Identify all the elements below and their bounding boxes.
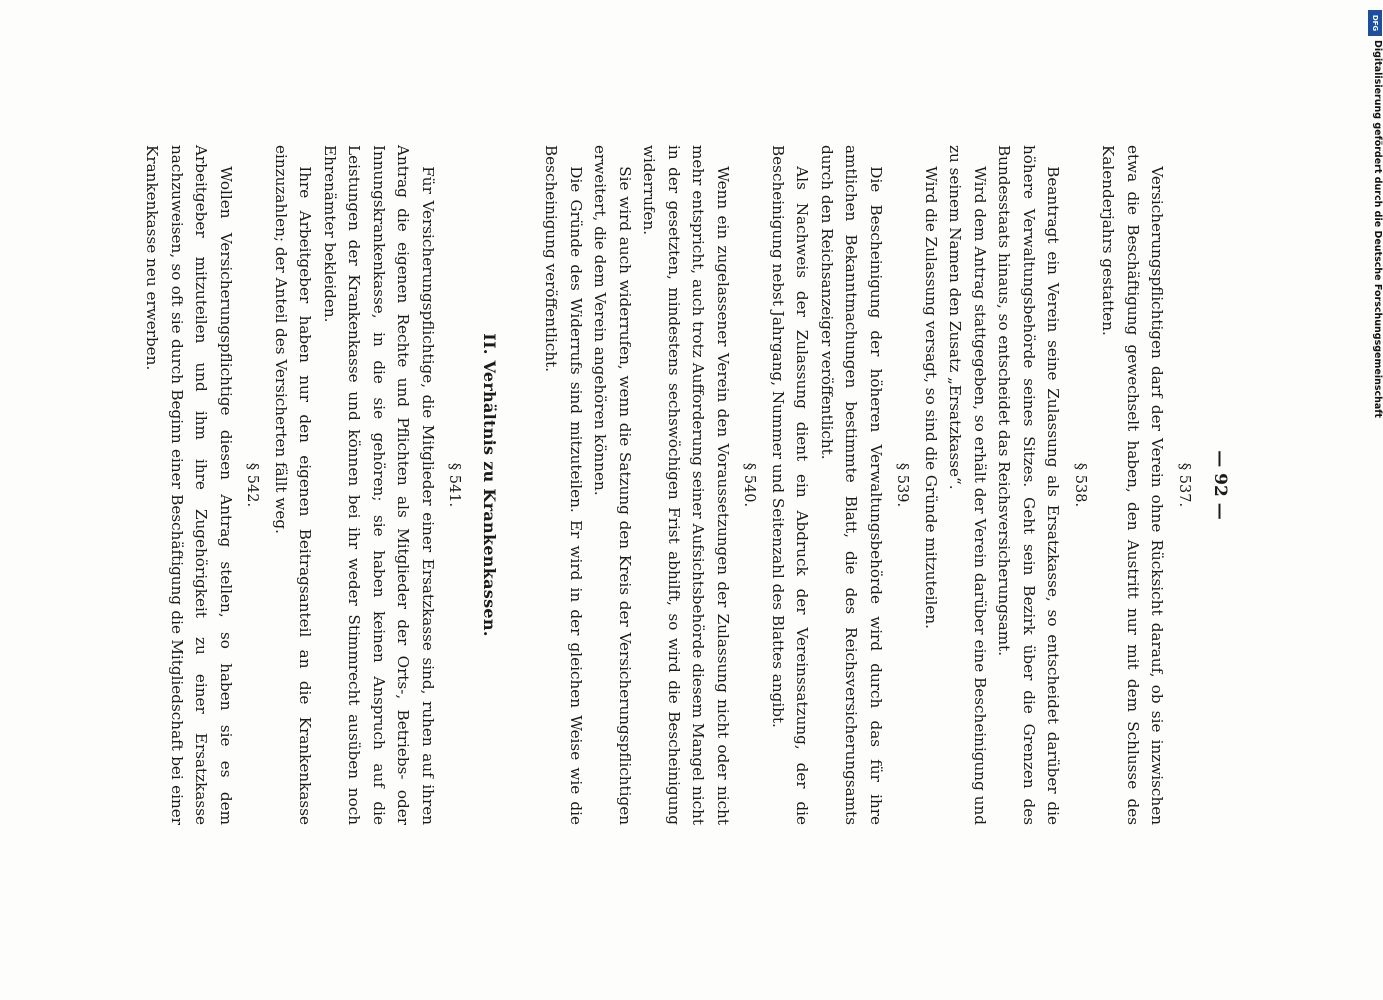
- paragraph: Versicherungspflichtigen darf der Verein ohne Rücksicht darauf, ob sie inzwischen etwa die Beschäftigung gewechselt haben, den Austritt nur mit dem Schlusse des Kalenderjahrs gestatten.: [1099, 145, 1167, 825]
- section-541: [269, 145, 467, 825]
- rotated-text-page: [143, 145, 1240, 825]
- section-538: [919, 145, 1093, 825]
- paragraph: Als Nachweis der Zulassung dient ein Abdruck der Vereinssatzung, der die Bescheinigung nebst Jahrgang, Nummer und Seitenzahl des Blattes angibt.: [769, 145, 812, 825]
- paragraph: Wird dem Antrag stattgegeben, so erhält der Verein darüber eine Bescheinigung und zu seinem Namen den Zusatz „Ersatzkasse“.: [946, 145, 989, 825]
- paragraph: Beantragt ein Verein seine Zulassung als Ersatzkasse, so entscheidet darüber die höhere Verwaltungsbehörde seines Sitzes. Geht sein Bezirk über die Grenzen des Bundesstaats hinaus, so entscheidet das Reichsversicherungsamt.: [995, 145, 1063, 825]
- section-540: [539, 145, 762, 825]
- section-heading: § 539.: [894, 462, 911, 508]
- section-heading: § 538.: [1072, 462, 1088, 508]
- section-537: [1096, 145, 1196, 825]
- paragraph: Ihre Arbeitgeber haben nur den eigenen Beitragsanteil an die Krankenkasse einzuzahlen; der Anteil des Versicherten fällt weg.: [272, 145, 315, 825]
- section-heading: § 540.: [741, 462, 758, 508]
- paragraph: Wird die Zulassung versagt, so sind die Gründe mitzuteilen.: [922, 166, 940, 629]
- funding-credit: Digitalisierung gefördert durch die Deutsche Forschungsgemeinschaft: [1372, 40, 1383, 418]
- section-542: [140, 145, 265, 825]
- page-number: — 92 —: [1210, 450, 1230, 520]
- paragraph: Sie wird auch widerrufen, wenn die Satzung den Kreis der Versicherungspflichtigen erweitert, die dem Verein angehören können.: [591, 145, 634, 825]
- dfg-logo: [1368, 10, 1382, 36]
- dfg-logo-text: DFG: [1371, 14, 1379, 32]
- paragraph: Die Bescheinigung der höheren Verwaltungsbehörde wird durch das für ihre amtlichen Bekanntmachungen bestimmte Blatt, die des Reichsversicherungsamts durch den Reichsanzeiger veröffentlicht.: [818, 145, 885, 825]
- section-heading: § 542.: [244, 462, 261, 508]
- paragraph: Die Gründe des Widerrufs sind mitzuteilen. Er wird in der gleichen Weise wie die Bescheinigung veröffentlicht.: [542, 145, 585, 825]
- paragraph: Wenn ein zugelassener Verein den Voraussetzungen der Zulassung nicht oder nicht mehr entspricht, auch trotz Aufforderung seiner Aufsichtsbehörde diesem Mangel nicht in der gesetzten, mindestens sechswöchigen Frist abhilft, so wird die Bescheinigung widerrufen.: [640, 145, 732, 825]
- section-539: [766, 145, 915, 825]
- paragraph: Wollen Versicherungspflichtige diesen Antrag stellen, so haben sie es dem Arbeitgeber mitzuteilen und ihm ihre Zugehörigkeit zu einer Ersatzkasse nachzuweisen, so oft sie durch Beginn einer Beschäftigung die Mitgliedschaft bei einer Krankenkasse neu erwerben.: [143, 145, 235, 825]
- section-heading: § 541.: [446, 462, 463, 508]
- section-heading: § 537.: [1176, 462, 1192, 508]
- paragraph: Für Versicherungspflichtige, die Mitglieder einer Ersatzkasse sind, ruhen auf ihren Antrag die eigenen Rechte und Pflichten als Mitglieder der Orts-, Betriebs- oder Innungskrankenkasse, in die sie gehören; sie haben keinen Anspruch auf die Leistungen der Krankenkasse und können bei ihr weder Stimmrecht ausüben noch Ehrenämter bekleiden.: [321, 145, 437, 825]
- chapter-heading: II. Verhältnis zu Krankenkassen.: [480, 333, 499, 637]
